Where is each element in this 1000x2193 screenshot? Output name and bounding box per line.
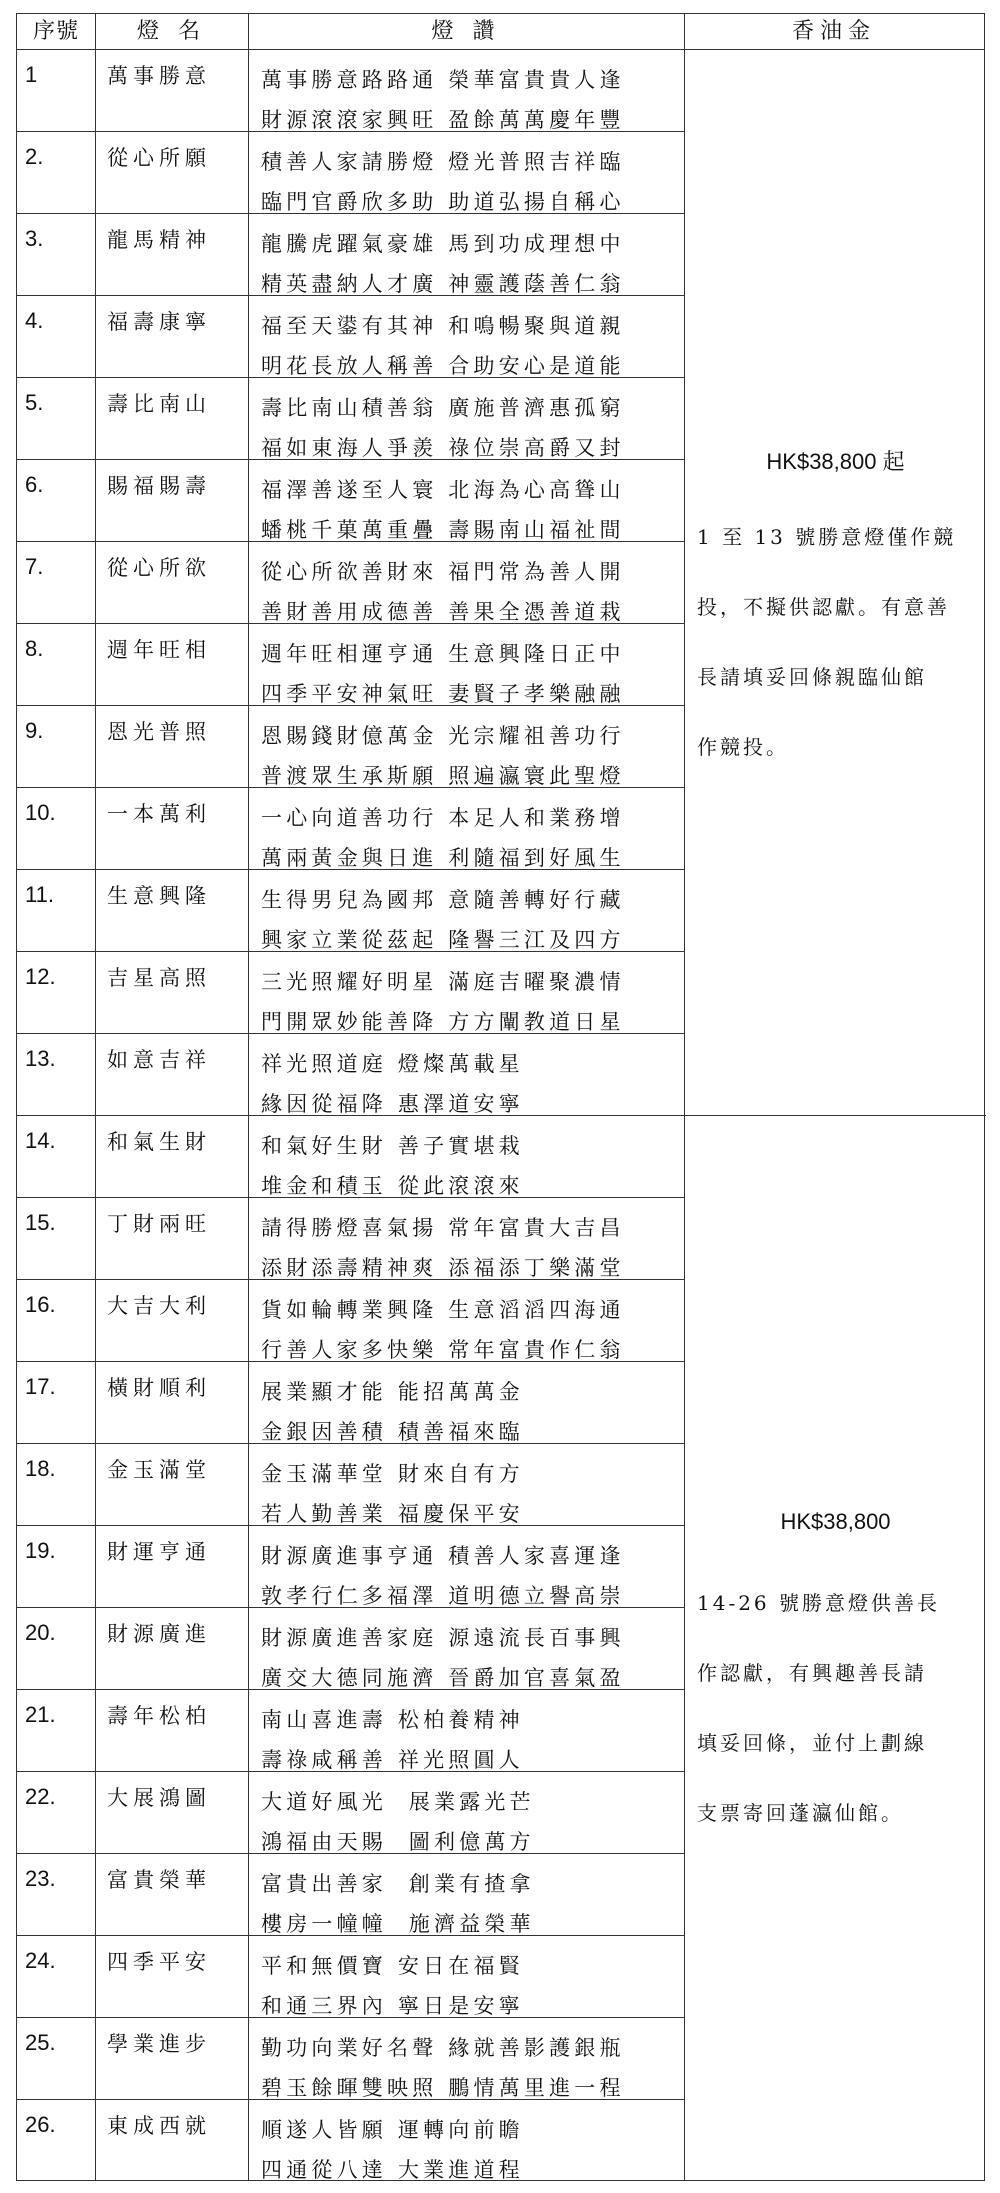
row-number: 20. bbox=[25, 1620, 56, 1645]
lamp-verse bbox=[261, 1208, 625, 1288]
row-number: 26. bbox=[25, 2112, 56, 2137]
row-number: 19. bbox=[25, 1538, 56, 1563]
table-row bbox=[17, 50, 685, 132]
table-row bbox=[17, 1362, 685, 1444]
verse-line: 週年旺相運亨通 生意興隆日正中 bbox=[261, 642, 625, 666]
table-row bbox=[17, 706, 685, 788]
verse-line: 興家立業從茲起 隆譽三江及四方 bbox=[261, 928, 625, 952]
header-verse: 燈 讚 bbox=[431, 19, 501, 44]
row-number: 1 bbox=[25, 62, 38, 87]
verse-line: 門開眾妙能善降 方方闡教道日星 bbox=[261, 1010, 625, 1034]
verse-line: 平和無價寶 安日在福賢 bbox=[261, 1954, 524, 1978]
lamp-name: 生意興隆 bbox=[107, 884, 211, 908]
table-row bbox=[17, 214, 685, 296]
lamp-name: 東成西就 bbox=[107, 2114, 211, 2138]
verse-line: 財源廣進事亨通 積善人家喜運逢 bbox=[261, 1544, 625, 1568]
verse-line: 和氣好生財 善子實堪栽 bbox=[261, 1134, 524, 1158]
row-number: 9. bbox=[25, 718, 44, 743]
lamp-verse bbox=[261, 634, 625, 714]
table-row bbox=[17, 870, 685, 952]
row-number: 5. bbox=[25, 390, 44, 415]
lamp-verse bbox=[261, 1782, 535, 1862]
lamp-verse bbox=[261, 1126, 524, 1206]
verse-line: 從心所欲善財來 福門常為善人開 bbox=[261, 560, 625, 584]
verse-line: 臨門官爵欣多助 助道弘揚自稱心 bbox=[261, 190, 625, 214]
verse-line: 一心向道善功行 本足人和業務增 bbox=[261, 806, 625, 830]
verse-line: 富貴出善家 創業有揸拿 bbox=[261, 1872, 535, 1896]
table-row bbox=[17, 1854, 685, 1936]
lamp-verse bbox=[261, 1290, 625, 1370]
verse-line: 堆金和積玉 從此滾滾來 bbox=[261, 1174, 524, 1198]
price-value: HK$38,800 bbox=[780, 1509, 891, 1534]
row-number: 10. bbox=[25, 800, 56, 825]
lamp-name: 大展鴻圖 bbox=[107, 1786, 211, 1810]
verse-line: 壽比南山積善翁 廣施普濟惠孤窮 bbox=[261, 396, 625, 420]
table-row bbox=[17, 2100, 685, 2182]
verse-line: 廣交大德同施濟 晉爵加官喜氣盈 bbox=[261, 1666, 625, 1690]
lamp-name: 和氣生財 bbox=[107, 1130, 211, 1154]
lamp-name: 賜福賜壽 bbox=[107, 474, 211, 498]
note-line: 投，不擬供認獻。有意善 bbox=[697, 595, 950, 619]
row-number: 23. bbox=[25, 1866, 56, 1891]
table-row bbox=[17, 1034, 685, 1116]
lamp-name: 財源廣進 bbox=[107, 1622, 211, 1646]
row-number: 13. bbox=[25, 1046, 56, 1071]
lamp-verse bbox=[261, 1372, 524, 1452]
row-number: 6. bbox=[25, 472, 44, 497]
table-row bbox=[17, 542, 685, 624]
lamp-verse bbox=[261, 470, 625, 550]
verse-line: 壽祿咸稱善 祥光照圓人 bbox=[261, 1748, 524, 1772]
lamp-verse bbox=[261, 1618, 625, 1698]
lamp-table bbox=[16, 13, 985, 2181]
row-number: 17. bbox=[25, 1374, 56, 1399]
row-number: 2. bbox=[25, 144, 44, 169]
lamp-verse bbox=[261, 306, 625, 386]
lamp-verse bbox=[261, 716, 625, 796]
verse-line: 請得勝燈喜氣揚 常年富貴大吉昌 bbox=[261, 1216, 625, 1240]
lamp-name: 大吉大利 bbox=[107, 1294, 211, 1318]
verse-line: 四通從八達 大業進道程 bbox=[261, 2158, 524, 2182]
verse-line: 金銀因善積 積善福來臨 bbox=[261, 1420, 524, 1444]
row-number: 21. bbox=[25, 1702, 56, 1727]
row-number: 24. bbox=[25, 1948, 56, 1973]
table-row bbox=[17, 1526, 685, 1608]
verse-line: 萬兩黃金與日進 利隨福到好風生 bbox=[261, 846, 625, 870]
note-line: 作競投。 bbox=[697, 735, 789, 759]
lamp-name: 從心所願 bbox=[107, 146, 211, 170]
price-note bbox=[697, 1568, 977, 1848]
row-number: 18. bbox=[25, 1456, 56, 1481]
lamp-verse bbox=[261, 1700, 524, 1780]
row-number: 15. bbox=[25, 1210, 56, 1235]
lamp-name: 一本萬利 bbox=[107, 802, 211, 826]
verse-line: 四季平安神氣旺 妻賢子孝樂融融 bbox=[261, 682, 625, 706]
verse-line: 財源廣進善家庭 源遠流長百事興 bbox=[261, 1626, 625, 1650]
row-number: 25. bbox=[25, 2030, 56, 2055]
row-number: 7. bbox=[25, 554, 44, 579]
lamp-name: 金玉滿堂 bbox=[107, 1458, 211, 1482]
lamp-name: 萬事勝意 bbox=[107, 64, 211, 88]
verse-line: 普渡眾生承斯願 照遍瀛寰此聖燈 bbox=[261, 764, 625, 788]
table-row bbox=[17, 1198, 685, 1280]
lamp-verse bbox=[261, 962, 625, 1042]
lamp-name: 週年旺相 bbox=[107, 638, 211, 662]
verse-line: 生得男兒為國邦 意隨善轉好行藏 bbox=[261, 888, 625, 912]
lamp-name: 壽比南山 bbox=[107, 392, 211, 416]
price-value: HK$38,800 起 bbox=[766, 449, 905, 474]
lamp-name: 吉星高照 bbox=[107, 966, 211, 990]
verse-line: 和通三界內 寧日是安寧 bbox=[261, 1994, 524, 2018]
row-number: 22. bbox=[25, 1784, 56, 1809]
table-row bbox=[17, 460, 685, 542]
row-number: 8. bbox=[25, 636, 44, 661]
header-seq: 序號 bbox=[32, 19, 79, 44]
verse-line: 勤功向業好名聲 緣就善影護銀瓶 bbox=[261, 2036, 625, 2060]
verse-line: 萬事勝意路路通 榮華富貴貴人逢 bbox=[261, 68, 625, 92]
note-line: 14-26 號勝意燈供善長 bbox=[697, 1591, 941, 1615]
verse-line: 財源滾滾家興旺 盈餘萬萬慶年豐 bbox=[261, 108, 625, 132]
table-row bbox=[17, 1690, 685, 1772]
verse-line: 樓房一幢幢 施濟益榮華 bbox=[261, 1912, 535, 1936]
verse-line: 明花長放人稱善 合助安心是道能 bbox=[261, 354, 625, 378]
lamp-verse bbox=[261, 60, 625, 140]
verse-line: 緣因從福降 惠澤道安寧 bbox=[261, 1092, 524, 1116]
lamp-name: 福壽康寧 bbox=[107, 310, 211, 334]
lamp-verse bbox=[261, 798, 625, 878]
verse-line: 敦孝行仁多福澤 道明德立譽高崇 bbox=[261, 1584, 625, 1608]
header-name: 燈 名 bbox=[137, 19, 206, 44]
table-row bbox=[17, 1280, 685, 1362]
table-row bbox=[17, 1444, 685, 1526]
price-note bbox=[697, 502, 977, 782]
price-group-1 bbox=[685, 50, 986, 1116]
lamp-name: 富貴榮華 bbox=[107, 1868, 211, 1892]
verse-line: 祥光照道庭 燈燦萬載星 bbox=[261, 1052, 524, 1076]
verse-line: 蟠桃千菓萬重疊 壽賜南山福祉間 bbox=[261, 518, 625, 542]
verse-line: 善財善用成德善 善果全憑善道栽 bbox=[261, 600, 625, 624]
lamp-verse bbox=[261, 1946, 524, 2026]
lamp-name: 如意吉祥 bbox=[107, 1048, 211, 1072]
lamp-verse bbox=[261, 1044, 524, 1124]
note-line: 長請填妥回條親臨仙館 bbox=[697, 665, 927, 689]
lamp-name: 恩光普照 bbox=[107, 720, 211, 744]
verse-line: 大道好風光 展業露光芒 bbox=[261, 1790, 535, 1814]
lamp-verse bbox=[261, 1454, 524, 1534]
verse-line: 南山喜進壽 松柏養精神 bbox=[261, 1708, 524, 1732]
lamp-verse bbox=[261, 552, 625, 632]
verse-line: 三光照耀好明星 滿庭吉曜聚濃情 bbox=[261, 970, 625, 994]
verse-line: 順遂人皆願 運轉向前瞻 bbox=[261, 2118, 524, 2142]
verse-line: 碧玉餘暉雙映照 鵬情萬里進一程 bbox=[261, 2076, 625, 2100]
table-row bbox=[17, 788, 685, 870]
verse-line: 貨如輪轉業興隆 生意滔滔四海通 bbox=[261, 1298, 625, 1322]
row-number: 4. bbox=[25, 308, 44, 333]
table-row bbox=[17, 1772, 685, 1854]
verse-line: 積善人家請勝燈 燈光普照吉祥臨 bbox=[261, 150, 625, 174]
lamp-name: 橫財順利 bbox=[107, 1376, 211, 1400]
row-number: 3. bbox=[25, 226, 44, 251]
row-number: 14. bbox=[25, 1128, 56, 1153]
verse-line: 福至天鍙有其神 和鳴暢聚與道親 bbox=[261, 314, 625, 338]
lamp-verse bbox=[261, 388, 625, 468]
table-row bbox=[17, 2018, 685, 2100]
verse-line: 福澤善遂至人寰 北海為心高聳山 bbox=[261, 478, 625, 502]
row-number: 16. bbox=[25, 1292, 56, 1317]
lamp-verse bbox=[261, 2110, 524, 2190]
lamp-verse bbox=[261, 2028, 625, 2108]
table-row bbox=[17, 296, 685, 378]
table-row bbox=[17, 1608, 685, 1690]
verse-line: 若人勤善業 福慶保平安 bbox=[261, 1502, 524, 1526]
table-row bbox=[17, 1116, 685, 1198]
verse-line: 龍騰虎躍氣豪雄 馬到功成理想中 bbox=[261, 232, 625, 256]
lamp-verse bbox=[261, 224, 625, 304]
lamp-name: 壽年松柏 bbox=[107, 1704, 211, 1728]
note-line: 支票寄回蓬瀛仙館。 bbox=[697, 1801, 904, 1825]
row-number: 11. bbox=[25, 882, 54, 907]
verse-line: 鴻福由天賜 圖利億萬方 bbox=[261, 1830, 535, 1854]
lamp-name: 龍馬精神 bbox=[107, 228, 211, 252]
lamp-verse bbox=[261, 1536, 625, 1616]
table-row bbox=[17, 132, 685, 214]
verse-line: 展業顯才能 能招萬萬金 bbox=[261, 1380, 524, 1404]
verse-line: 添財添壽精神爽 添福添丁樂滿堂 bbox=[261, 1256, 625, 1280]
lamp-name: 從心所欲 bbox=[107, 556, 211, 580]
note-line: 作認獻，有興趣善長請 bbox=[697, 1661, 927, 1685]
table-header bbox=[17, 14, 984, 50]
note-line: 填妥回條，並付上劃線 bbox=[697, 1731, 927, 1755]
table-row bbox=[17, 1936, 685, 2018]
price-group-2 bbox=[685, 1116, 986, 2182]
table-row bbox=[17, 624, 685, 706]
lamp-verse bbox=[261, 142, 625, 222]
verse-line: 恩賜錢財億萬金 光宗耀祖善功行 bbox=[261, 724, 625, 748]
lamp-verse bbox=[261, 880, 625, 960]
row-number: 12. bbox=[25, 964, 56, 989]
verse-line: 金玉滿華堂 財來自有方 bbox=[261, 1462, 524, 1486]
table-row bbox=[17, 952, 685, 1034]
lamp-verse bbox=[261, 1864, 535, 1944]
verse-line: 行善人家多快樂 常年富貴作仁翁 bbox=[261, 1338, 625, 1362]
lamp-name: 丁財兩旺 bbox=[107, 1212, 211, 1236]
lamp-name: 財運亨通 bbox=[107, 1540, 211, 1564]
verse-line: 精英盡納人才廣 神靈護蔭善仁翁 bbox=[261, 272, 625, 296]
verse-line: 福如東海人爭羨 祿位崇高爵又封 bbox=[261, 436, 625, 460]
table-row bbox=[17, 378, 685, 460]
lamp-name: 四季平安 bbox=[107, 1950, 211, 1974]
lamp-name: 學業進步 bbox=[107, 2032, 211, 2056]
header-price: 香油金 bbox=[791, 19, 876, 44]
note-line: 1 至 13 號勝意燈僅作競 bbox=[697, 525, 957, 549]
